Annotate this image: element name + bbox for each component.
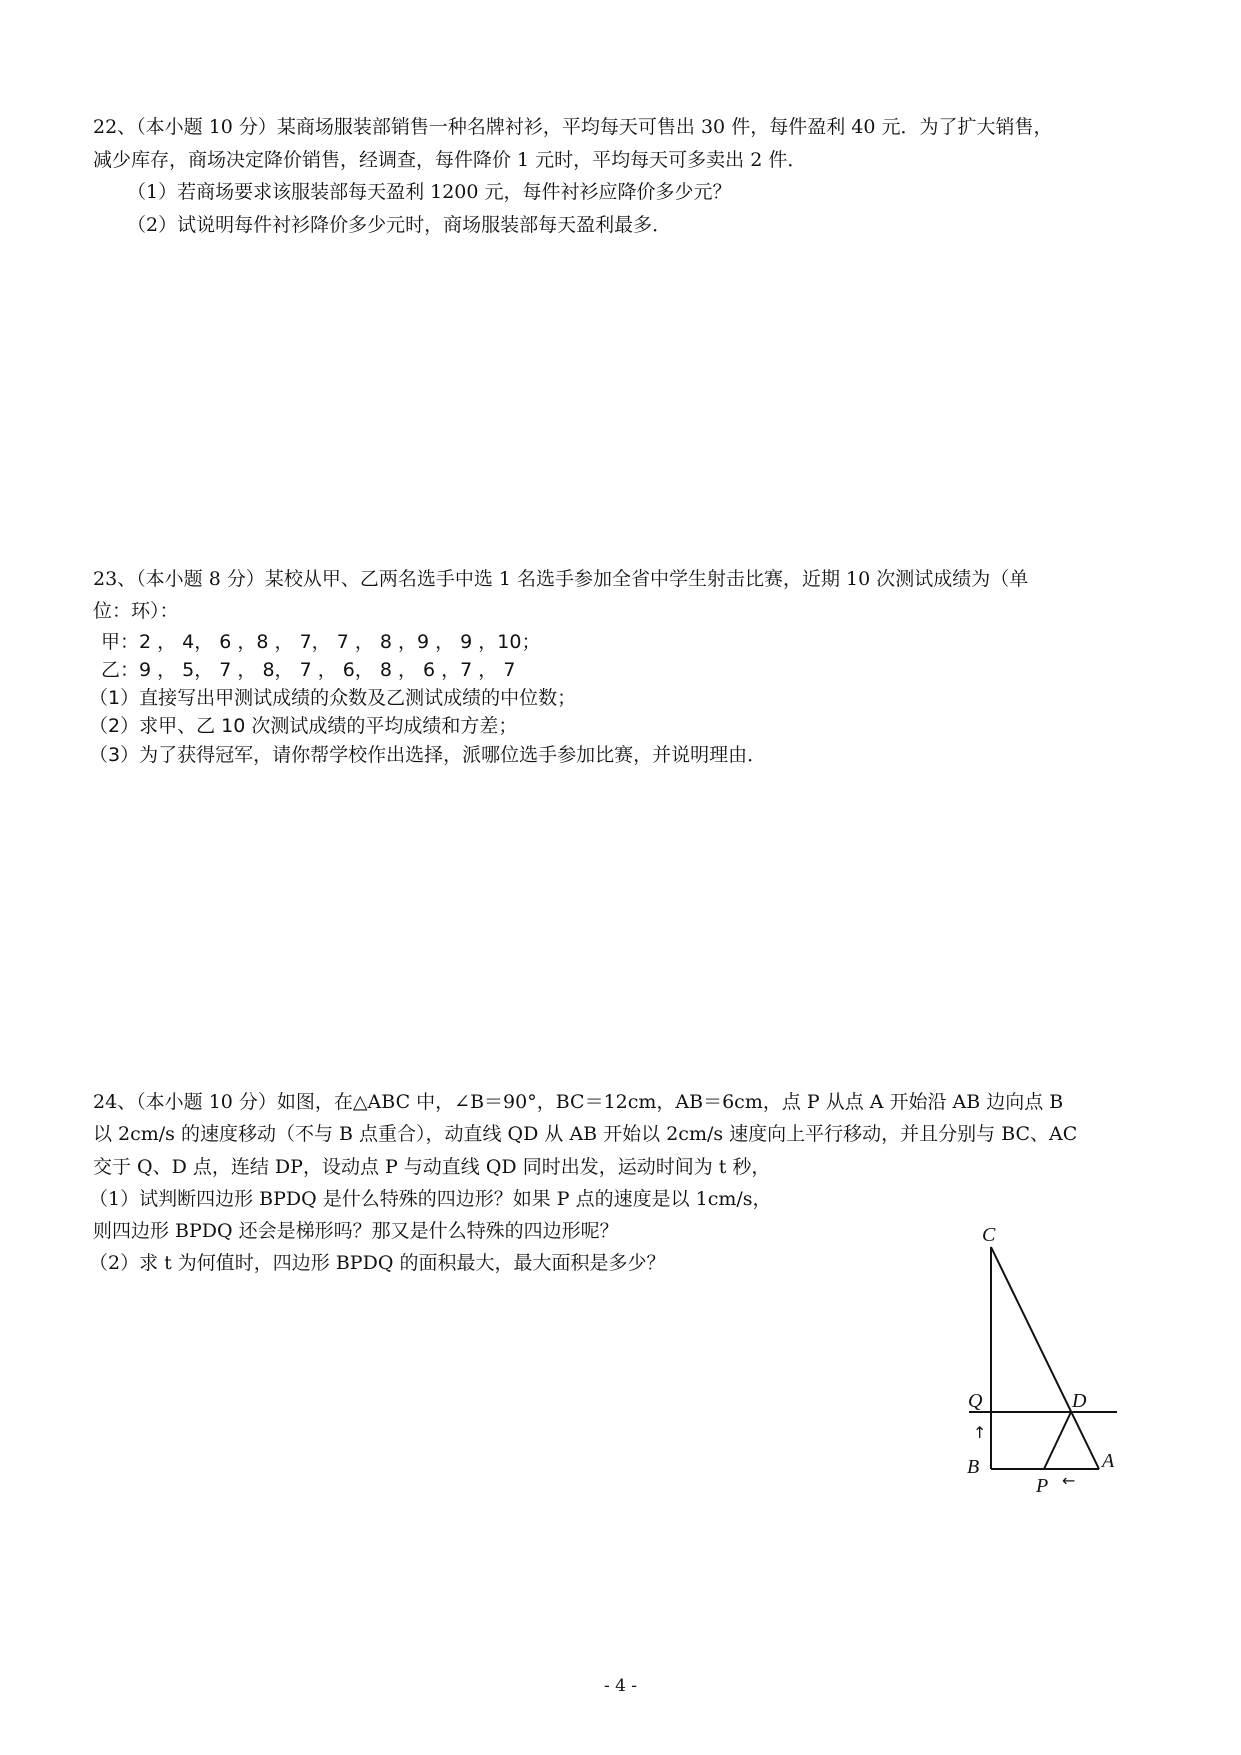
q22-line-2: 减少库存，商场决定降价销售，经调查，每件降价 1 元时，平均每天可多卖出 2 件． <box>93 149 807 171</box>
page-number: - 4 - <box>603 1676 638 1696</box>
q23-part-2: （2）求甲、乙 10 次测试成绩的平均成绩和方差； <box>89 715 518 737</box>
label-b: B <box>967 1456 980 1478</box>
q24-line-1: 24、（本小题 10 分）如图，在△ABC 中，∠B＝90°，BC＝12cm，AB＝6cm，点 P 从点 A 开始沿 AB 边向点 B <box>93 1091 1064 1113</box>
label-a: A <box>1102 1450 1115 1472</box>
q24-line-3: 交于 Q、D 点，连结 DP，设动点 P 与动直线 QD 同时出发，运动时间为 t 秒， <box>93 1156 771 1178</box>
q22-part-2: （2）试说明每件衬衫降价多少元时，商场服装部每天盈利最多． <box>127 214 672 236</box>
segment-dp <box>1044 1412 1071 1469</box>
q24-line-2: 以 2cm/s 的速度移动（不与 B 点重合），动直线 QD 从 AB 开始以 2cm/s 速度向上平行移动，并且分别与 BC、AC <box>93 1123 1078 1145</box>
q23-line-2: 位：环）： <box>93 600 179 622</box>
label-p: P <box>1036 1475 1049 1497</box>
label-q: Q <box>968 1390 983 1412</box>
label-d: D <box>1072 1390 1087 1412</box>
label-c: C <box>982 1224 996 1246</box>
triangle-diagram <box>960 1225 1140 1525</box>
q22-part-1: （1）若商场要求该服装部每天盈利 1200 元，每件衬衫应降价多少元？ <box>127 181 732 203</box>
q23-scores-yi: 乙：9 ， 5， 7 ， 8， 7 ， 6， 8 ， 6 ，7 ， 7 <box>101 659 516 681</box>
arrow-left-icon: ← <box>1062 1471 1076 1490</box>
triangle-figure <box>960 1225 1140 1525</box>
q23-part-1: （1）直接写出甲测试成绩的众数及乙测试成绩的中位数； <box>89 687 577 709</box>
arrow-up-icon: ↑ <box>973 1423 987 1442</box>
segment-ca <box>991 1247 1099 1469</box>
q24-part-1a: （1）试判断四边形 BPDQ 是什么特殊的四边形？如果 P 点的速度是以 1cm/s， <box>89 1188 772 1210</box>
q24-part-2: （2）求 t 为何值时，四边形 BPDQ 的面积最大，最大面积是多少？ <box>89 1252 666 1274</box>
q24-part-1b: 则四边形 BPDQ 还会是梯形吗？那又是什么特殊的四边形呢？ <box>93 1220 619 1242</box>
q23-scores-jia: 甲：2 ， 4， 6 ，8 ， 7， 7 ， 8 ，9 ， 9 ，10； <box>101 631 541 653</box>
q22-line-1: 22、（本小题 10 分）某商场服装部销售一种名牌衬衫，平均每天可售出 30 件，每件盈利 40 元．为了扩大销售， <box>93 116 1053 138</box>
q23-line-1: 23、（本小题 8 分）某校从甲、乙两名选手中选 1 名选手参加全省中学生射击比赛，近期 10 次测试成绩为（单 <box>93 568 1029 590</box>
q23-part-3: （3）为了获得冠军，请你帮学校作出选择，派哪位选手参加比赛，并说明理由． <box>89 744 767 766</box>
